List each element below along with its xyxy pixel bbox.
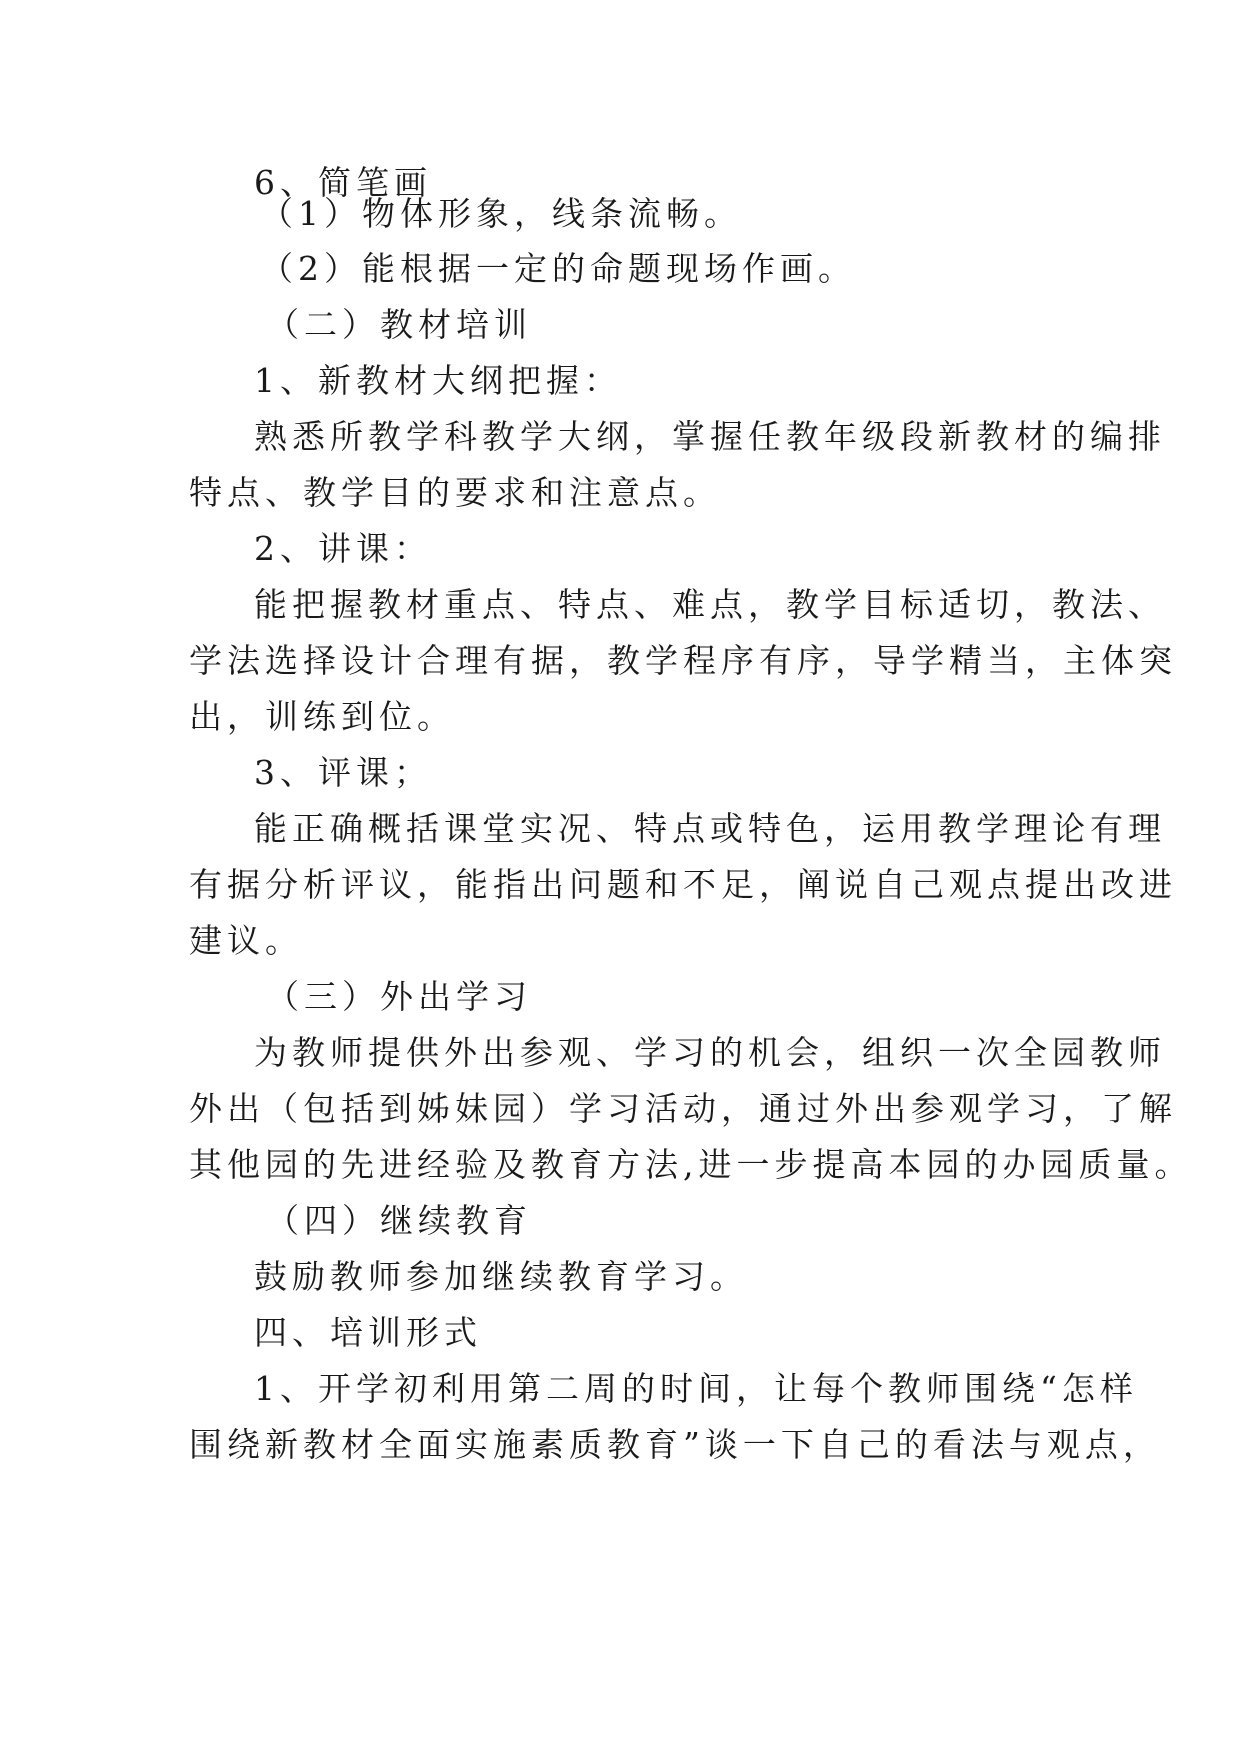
paragraph-line: 鼓励教师参加继续教育学习。 bbox=[254, 1257, 748, 1296]
paragraph-line: 有据分析评议，能指出问题和不足，阐说自己观点提出改进 bbox=[189, 865, 1177, 904]
list-item: （2）能根据一定的命题现场作画。 bbox=[260, 249, 856, 288]
paragraph-line: 建议。 bbox=[189, 921, 303, 960]
section-heading-continuing-education: （四）继续教育 bbox=[266, 1201, 532, 1240]
subheading: 3、评课； bbox=[254, 753, 432, 792]
section-heading-textbook-training: （二）教材培训 bbox=[266, 305, 532, 344]
section-heading-external-study: （三）外出学习 bbox=[266, 977, 532, 1016]
paragraph-line: 学法选择设计合理有据，教学程序有序，导学精当，主体突 bbox=[189, 641, 1177, 680]
paragraph-line: 熟悉所教学科教学大纲，掌握任教年级段新教材的编排 bbox=[254, 417, 1166, 456]
paragraph-line: 能把握教材重点、特点、难点，教学目标适切，教法、 bbox=[254, 585, 1166, 624]
section-heading-training-format: 四、培训形式 bbox=[254, 1313, 482, 1352]
paragraph-line: 特点、教学目的要求和注意点。 bbox=[189, 473, 721, 512]
paragraph-line: 出，训练到位。 bbox=[189, 697, 455, 736]
list-item: （1）物体形象，线条流畅。 bbox=[260, 194, 742, 233]
paragraph-line: 1、开学初利用第二周的时间，让每个教师围绕“怎样 bbox=[254, 1369, 1138, 1408]
heading-simple-drawing: 6、简笔画 bbox=[254, 163, 432, 202]
paragraph-line: 围绕新教材全面实施素质教育”谈一下自己的看法与观点， bbox=[189, 1425, 1161, 1464]
paragraph-line: 为教师提供外出参观、学习的机会，组织一次全园教师 bbox=[254, 1033, 1166, 1072]
subheading: 2、讲课： bbox=[254, 529, 432, 568]
paragraph-line: 外出（包括到姊妹园）学习活动，通过外出参观学习，了解 bbox=[189, 1089, 1177, 1128]
paragraph-line: 能正确概括课堂实况、特点或特色，运用教学理论有理 bbox=[254, 809, 1166, 848]
paragraph-line: 其他园的先进经验及教育方法,进一步提高本园的办园质量。 bbox=[189, 1145, 1193, 1184]
subheading: 1、新教材大纲把握： bbox=[254, 361, 622, 400]
